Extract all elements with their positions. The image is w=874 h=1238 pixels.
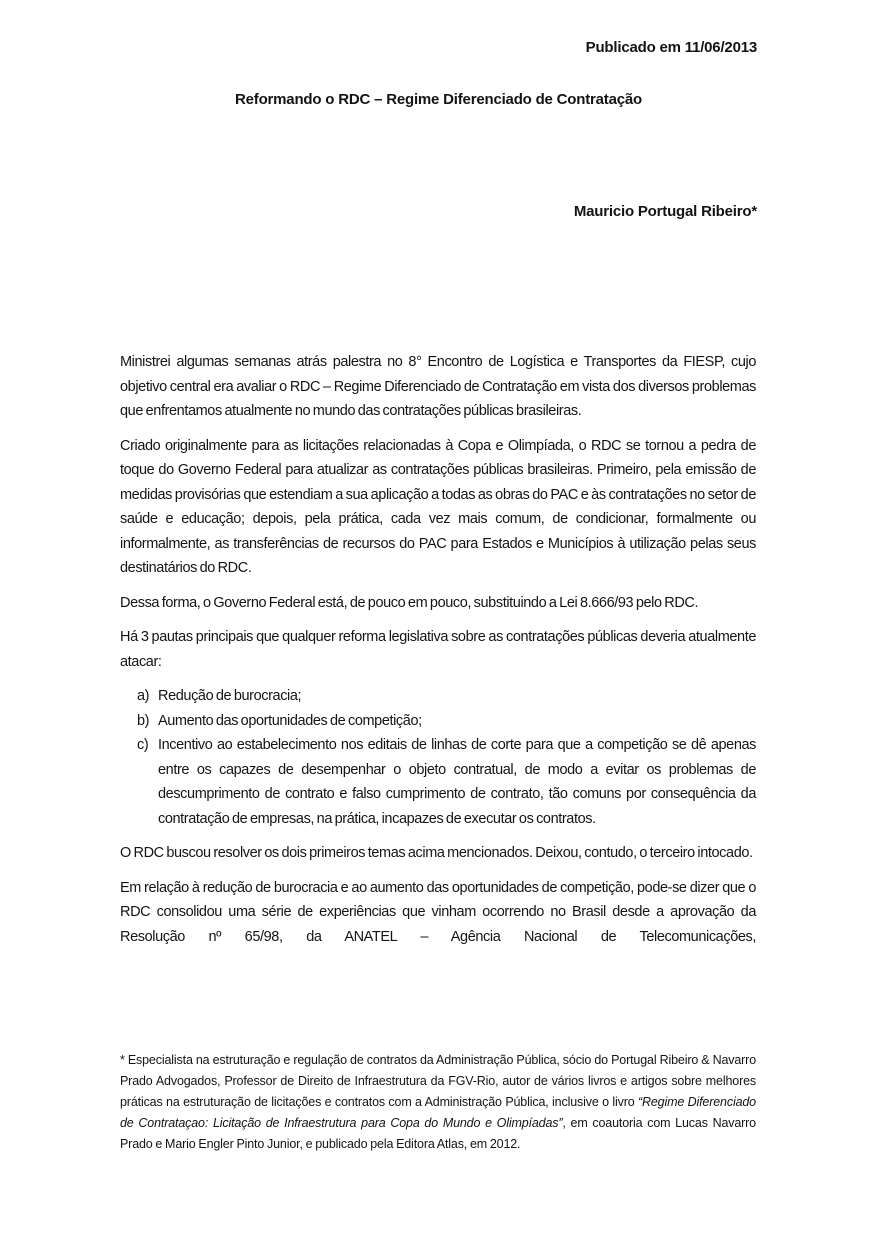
paragraph-rdc-resolveu: O RDC buscou resolver os dois primeiros temas acima mencionados. Deixou, contudo, o terceiro intocado. — [120, 845, 753, 861]
list-item-text: Aumento das oportunidades de competição; — [158, 712, 422, 729]
list-item-c — [137, 733, 756, 831]
list-item-b — [137, 709, 756, 734]
paragraph-intro: Ministrei algumas semanas atrás palestra no 8° Encontro de Logística e Transportes da FIESP, cujo objetivo central era avaliar o RDC – Regime Diferenciado de Contratação em vista dos diversos problemas que enfrentamos atualmente no mundo das contratações públicas brasileiras. — [120, 354, 756, 419]
list-item-text: Redução de burocracia; — [158, 688, 302, 704]
document-title: Reformando o RDC – Regime Diferenciado de Contratação — [235, 91, 642, 108]
ordered-list — [120, 684, 756, 831]
paragraph-anatel: Em relação à redução de burocracia e ao aumento das oportunidades de competição, pode-se dizer que o RDC consolidou uma série de experiências que vinham ocorrendo no Brasil desde a aprovação da Resolução nº 65/98, da ANATEL – Agência Nacional de Telecomunicações, — [120, 879, 756, 945]
footnote-text-after: , em coautoria com Lucas Navarro Prado e Mario Engler Pinto Junior, e publicado pela Editora Atlas, em 2012. — [120, 1116, 756, 1151]
footnote-text-before: * Especialista na estruturação e regulação de contratos da Administração Pública, sócio do Portugal Ribeiro & Navarro Prado Advogados, Professor de Direito de Infraestrutura da FGV-Rio, autor de vários livros e artigos sobre melhores práticas na estruturação de licitações e contratos com a Administração Pública, inclusive o livro — [120, 1053, 756, 1109]
list-item-label: c) — [137, 737, 149, 753]
document-body — [120, 350, 756, 959]
published-date: Publicado em 11/06/2013 — [585, 39, 757, 56]
footnote-book-title: “Regime Diferenciado de Contrataçao: Licitação de Infraestrutura para Copa do Mundo e Olimpíadas” — [120, 1095, 756, 1130]
paragraph-pautas: Há 3 pautas principais que qualquer reforma legislativa sobre as contratações públicas deveria atualmente atacar: — [120, 629, 756, 670]
list-item-label: a) — [137, 688, 150, 704]
paragraph-rdc-origin: Criado originalmente para as licitações relacionadas à Copa e Olimpíada, o RDC se tornou a pedra de toque do Governo Federal para atualizar as contratações públicas brasileiras. Primeiro, pela emissão de medidas provisórias que estendiam a sua aplicação a todas as obras do PAC e às contratações no setor de saúde e educação; depois, pela prática, cada vez mais comum, de condicionar, formalmente ou informalmente, as transferências de recursos do PAC para Estados e Municípios à utilização pelas seus destinatários do RDC. — [120, 437, 756, 576]
list-item-a — [137, 684, 756, 709]
list-item-label: b) — [137, 712, 150, 729]
list-item-text: Incentivo ao estabelecimento nos editais de linhas de corte para que a competição se dê apenas entre os capazes de desempenhar o objeto contratual, de modo a evitar os problemas de descumprimento de contrato e falso cumprimento de contrato, tão comuns por consequência da contratação de empresas, na prática, incapazes de executar os contratos. — [158, 737, 756, 827]
paragraph-lei-8666: Dessa forma, o Governo Federal está, de pouco em pouco, substituindo a Lei 8.666/93 pelo RDC. — [120, 594, 699, 611]
footnote — [120, 1050, 756, 1155]
author-byline: Mauricio Portugal Ribeiro* — [573, 203, 757, 220]
